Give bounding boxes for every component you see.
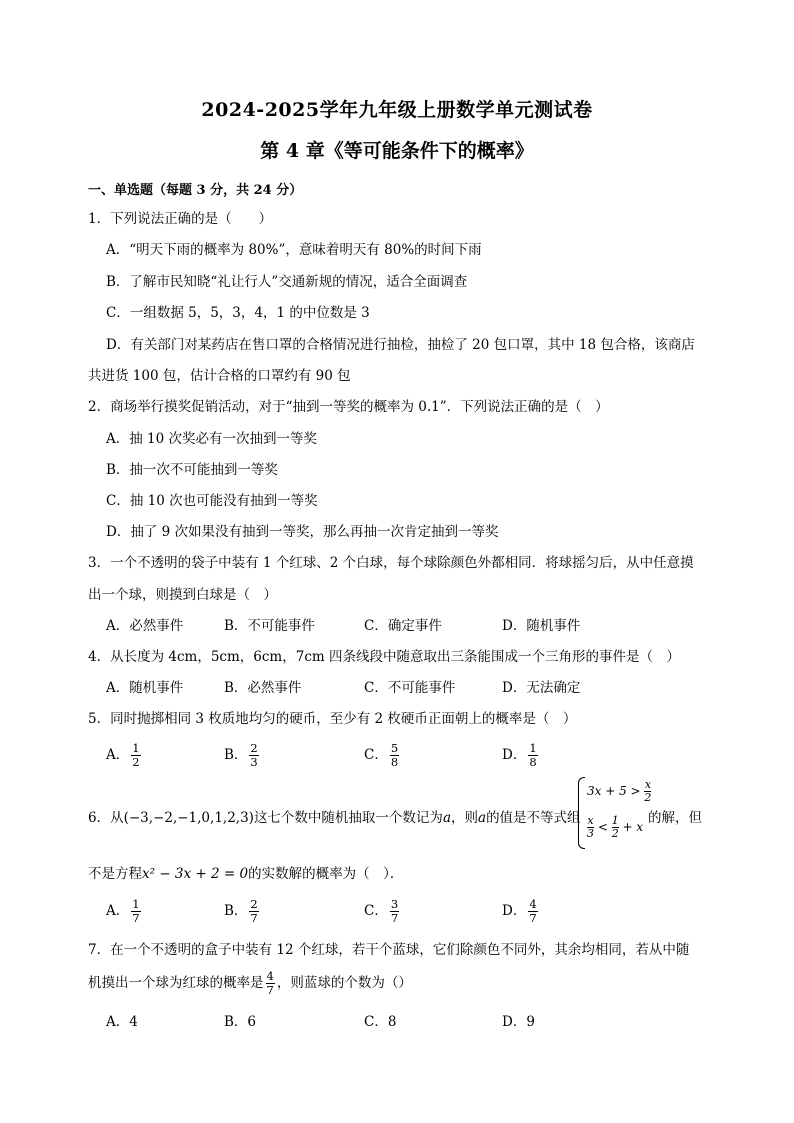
question-6-stem: 6．从(−3,−2,−1,0,1,2,3)这七个数中随机抽取一个数记为a，则a的值是不等式组 [88, 810, 581, 826]
fraction: $\frac{2}{7}$ [250, 897, 258, 925]
question-7-option-b: B．6 [224, 1014, 257, 1030]
question-6-stem-end: 的解，但 [648, 810, 702, 826]
fraction: $\frac{3}{7}$ [390, 897, 399, 925]
question-1-option-a: A．“明天下雨的概率为 80%”，意味着明天有 80%的时间下雨 [106, 242, 482, 258]
question-6-option-c: C． $\frac{3}{7}$ [364, 897, 399, 925]
question-1-option-d: D．有关部门对某药店在售口罩的合格情况进行抽检，抽检了 20 包口罩，其中 18 包合格，该商店 [106, 337, 695, 353]
variable-a: a [478, 810, 487, 826]
question-1-option-d-continued: 共进货 100 包，估计合格的口罩约有 90 包 [88, 368, 351, 384]
question-7-stem: 7．在一个不透明的盒子中装有 12 个红球，若干个蓝球，它们除颜色不同外，其余均相同，若从中随 [88, 942, 690, 958]
question-3-stem-continued: 出一个球，则摸到白球是（ ） [88, 587, 277, 603]
question-5-option-b: B． $\frac{2}{3}$ [224, 741, 258, 769]
question-7-option-c: C．8 [364, 1014, 397, 1030]
question-3-option-c: C．确定事件 [364, 618, 442, 634]
question-4-option-a: A．随机事件 [106, 680, 184, 696]
fraction: $\frac{1}{2}$ [132, 741, 140, 769]
fraction: $\frac{4}{7}$ [529, 897, 537, 925]
question-2-option-a: A．抽 10 次奖必有一次抽到一等奖 [106, 431, 318, 447]
question-3-option-d: D．随机事件 [502, 618, 581, 634]
question-1-option-b: B．了解市民知晓“礼让行人”交通新规的情况，适合全面调查 [106, 274, 468, 290]
question-3-option-a: A．必然事件 [106, 618, 184, 634]
question-6-option-a: A． $\frac{1}{7}$ [106, 897, 140, 925]
question-2-stem: 2．商场举行摸奖促销活动，对于“抽到一等奖的概率为 0.1”．下列说法正确的是（ ） [88, 399, 609, 415]
question-7-option-a: A．4 [106, 1014, 138, 1030]
question-7-option-d: D．9 [502, 1014, 535, 1030]
question-4-stem: 4．从长度为 4cm，5cm，6cm，7cm 四条线段中随意取出三条能围成一个三角形的事件是（ ） [88, 649, 680, 665]
question-6-stem-continued: 不是方程x² − 3x + 2 = 0的实数解的概率为（ ）． [88, 866, 404, 882]
fraction: $\frac{2}{3}$ [250, 741, 258, 769]
left-brace [578, 777, 585, 849]
question-2-option-d: D．抽了 9 次如果没有抽到一等奖，那么再抽一次肯定抽到一等奖 [106, 524, 499, 540]
inequality-2: $\frac{x}{3}$ < $\frac{1}{2}$ + x [587, 814, 644, 840]
question-5-option-c: C． $\frac{5}{8}$ [364, 741, 399, 769]
question-2-option-b: B．抽一次不可能抽到一等奖 [106, 462, 278, 478]
question-5-option-a: A． $\frac{1}{2}$ [106, 741, 140, 769]
equation: x² − 3x + 2 = 0 [142, 866, 249, 882]
question-3-stem: 3．一个不透明的袋子中装有 1 个红球、2 个白球，每个球除颜色外都相同．将球摇匀后，从中任意摸 [88, 555, 694, 571]
question-5-option-d: D． $\frac{1}{8}$ [502, 741, 537, 769]
number-set: (−3,−2,−1,0,1,2,3) [123, 810, 254, 826]
fraction: $\frac{1}{7}$ [132, 897, 140, 925]
question-5-stem: 5．同时抛掷相同 3 枚质地均匀的硬币，至少有 2 枚硬币正面朝上的概率是（ ） [88, 711, 577, 727]
question-2-option-c: C．抽 10 次也可能没有抽到一等奖 [106, 493, 318, 509]
question-1-stem: 1．下列说法正确的是（ ） [88, 211, 273, 227]
inequality-1: 3x + 5 > $\frac{x}{2}$ [587, 778, 652, 804]
fraction: $\frac{5}{8}$ [390, 741, 399, 769]
question-1-option-c: C．一组数据 5，5，3，4，1 的中位数是 3 [106, 305, 370, 321]
exam-title: 2024-2025学年九年级上册数学单元测试卷 [201, 99, 593, 121]
variable-a: a [442, 810, 451, 826]
chapter-title: 第 4 章《等可能条件下的概率》 [260, 140, 534, 162]
fraction: $\frac{4}{7}$ [266, 969, 274, 997]
question-6-option-b: B． $\frac{2}{7}$ [224, 897, 258, 925]
section-heading: 一、单选题（每题 3 分，共 24 分） [88, 183, 303, 198]
question-4-option-b: B．必然事件 [224, 680, 302, 696]
question-4-option-d: D．无法确定 [502, 680, 581, 696]
question-3-option-b: B．不可能事件 [224, 618, 315, 634]
question-4-option-c: C．不可能事件 [364, 680, 456, 696]
question-6-option-d: D． $\frac{4}{7}$ [502, 897, 537, 925]
question-7-stem-continued: 机摸出一个球为红球的概率是 $\frac{4}{7}$ ，则蓝球的个数为（） [88, 969, 412, 997]
inequality-system [578, 777, 652, 849]
fraction: $\frac{1}{8}$ [529, 741, 537, 769]
